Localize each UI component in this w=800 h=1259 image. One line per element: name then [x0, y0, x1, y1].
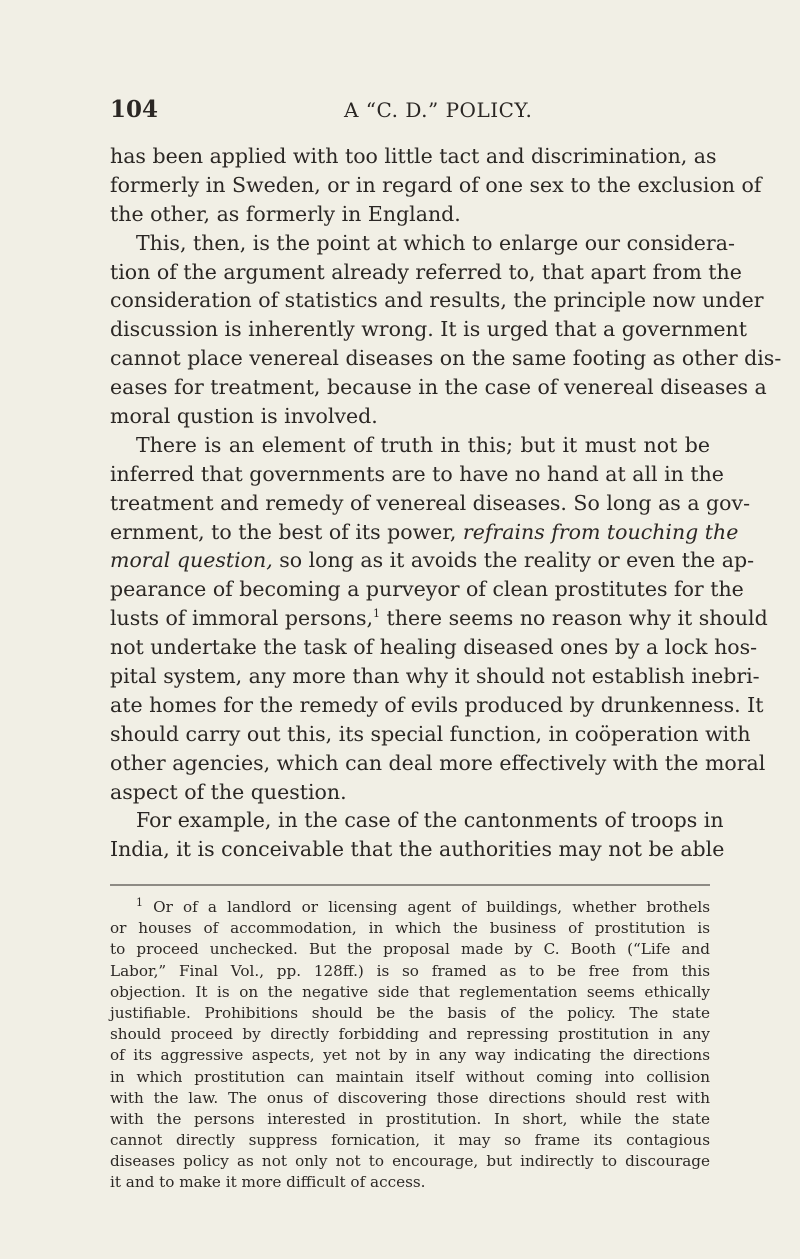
body-line-text: ernment, to the best of its power, — [110, 519, 463, 544]
running-head — [110, 96, 710, 132]
body-line: treatment and remedy of venereal diseases. So long as a gov- — [110, 490, 751, 515]
footnote-line: cannot directly suppress fornication, it may so frame its contagious — [110, 1131, 710, 1150]
body-line: cannot place venereal diseases on the same footing as other dis- — [110, 346, 782, 371]
running-title: A “C. D.” POLICY. — [344, 98, 533, 122]
body-line: has been applied with too little tact and discrimination, as — [110, 144, 717, 168]
body-line: ate homes for the remedy of evils produced by drunkenness. It — [110, 692, 764, 717]
footnote — [110, 897, 710, 1194]
body-line: not undertake the task of healing diseased ones by a lock hos- — [110, 635, 758, 660]
body-line: the other, as formerly in England. — [110, 201, 461, 226]
footnote-line: of its aggressive aspects, yet not by in any way indicating the directions — [110, 1046, 710, 1065]
body-line-text: lusts of immoral persons, — [110, 606, 374, 631]
footnote-line: or houses of accommodation, in which the business of prostitution is — [110, 919, 710, 938]
italic-phrase: refrains from touching the — [462, 519, 739, 544]
body-line: formerly in Sweden, or in regard of one sex to the exclusion of — [110, 172, 762, 197]
footnote-line: to proceed unchecked. But the proposal made by C. Booth (“Life and — [110, 940, 710, 959]
body-line: moral qustion is involved. — [110, 404, 378, 429]
body-line: pearance of becoming a purveyor of clean prostitutes for the — [110, 577, 744, 602]
body-line: inferred that governments are to have no hand at all in the — [110, 461, 724, 486]
body-line: discussion is inherently wrong. It is urged that a government — [110, 317, 747, 342]
footnote-line: Labor,” Final Vol., pp. 128ff.) is so framed as to be free from this — [110, 961, 710, 980]
body-line: tion of the argument already referred to, that apart from the — [110, 259, 742, 284]
footnote-reference: 1 — [373, 607, 381, 621]
body-line: For example, in the case of the cantonments of troops in — [136, 808, 724, 833]
footnote-line: it and to make it more difficult of access. — [110, 1173, 426, 1192]
body-line — [110, 546, 755, 575]
footnote-line: with the persons interested in prostitution. In short, while the state — [110, 1109, 710, 1128]
footnote-line: justifiable. Prohibitions should be the basis of the policy. The state — [110, 1003, 710, 1022]
body-line — [110, 604, 768, 633]
body-line: India, it is conceivable that the authorities may not be able — [110, 837, 725, 862]
body-line: This, then, is the point at which to enlarge our considera- — [136, 230, 735, 255]
footnote-line — [110, 897, 710, 918]
italic-phrase: moral question, — [110, 548, 273, 573]
body-line: aspect of the question. — [110, 779, 347, 804]
body-line: other agencies, which can deal more effectively with the moral — [110, 750, 766, 775]
body-line: eases for treatment, because in the case of venereal diseases a — [110, 375, 767, 400]
footnote-line: with the law. The onus of discovering those directions should rest with — [110, 1088, 710, 1107]
footnote-line: in which prostitution can maintain itself without coming into collision — [110, 1067, 710, 1086]
body-line: There is an element of truth in this; but it must not be — [136, 432, 710, 457]
body-line — [110, 518, 739, 547]
body-line: pital system, any more than why it should not establish inebri- — [110, 664, 760, 689]
footnote-line-text: Or of a landlord or licensing agent of buildings, whether brothels — [143, 898, 710, 916]
body-text — [110, 142, 782, 864]
body-line-text: so long as it avoids the reality or even the ap- — [272, 548, 755, 573]
footnote-line: diseases policy as not only not to encourage, but indirectly to discourage — [110, 1152, 710, 1171]
body-line: should carry out this, its special function, in coöperation with — [110, 721, 751, 746]
body-line: consideration of statistics and results, the principle now under — [110, 288, 764, 313]
footnote-line: objection. It is on the negative side that reglementation seems ethically — [110, 982, 710, 1001]
footnote-marker: 1 — [136, 895, 143, 909]
page-number: 104 — [110, 96, 159, 123]
body-line-text: there seems no reason why it should — [380, 606, 768, 631]
footnote-line: should proceed by directly forbidding and repressing prostitution in any — [110, 1025, 710, 1044]
